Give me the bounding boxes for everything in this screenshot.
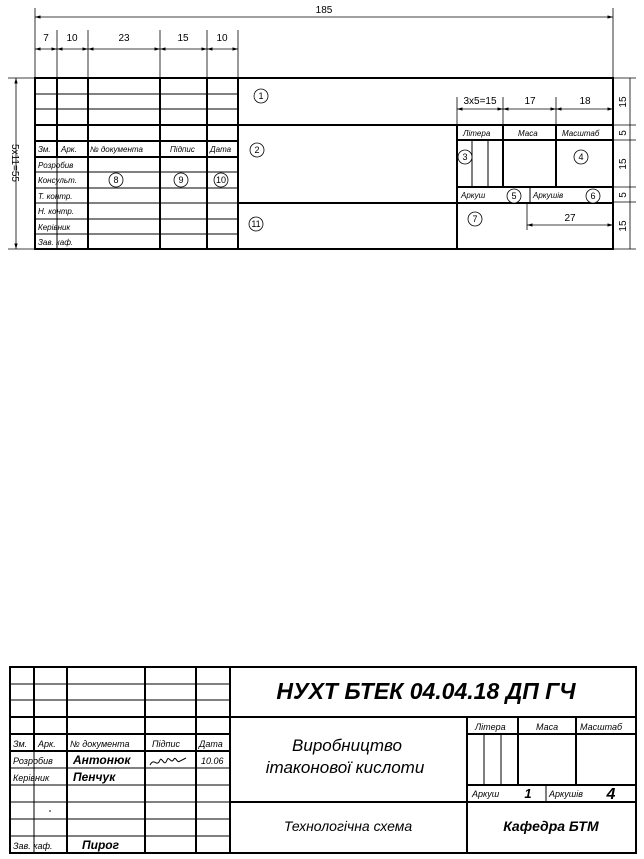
developer-date: 10.06 [201,756,224,766]
dim-right-15b: 15 [618,158,629,170]
svg-text:6: 6 [590,191,596,201]
filled-label-masa: Маса [536,722,559,732]
filled-label-kerivnyk: Керівник [13,773,50,783]
project-title-line2: ітаконової кислоти [265,758,425,777]
dim-23-label: 23 [118,33,130,44]
sheet-number: 1 [524,786,532,801]
dim-litera-label: 3x5=15 [463,96,497,107]
filled-label-zav-kaf: Зав. каф. [13,841,53,851]
svg-text:7: 7 [472,214,478,224]
svg-text:8: 8 [113,175,119,185]
dimension-litera-masa-scale [457,96,613,125]
dim-scale-label: 18 [579,96,591,107]
dim-masa-label: 17 [524,96,536,107]
marker-6 [586,189,600,203]
dim-7-label: 7 [43,33,49,44]
label-kerivnyk: Керівник [38,223,71,232]
dim-right-5b: 5 [618,192,629,198]
dim-10-label: 10 [66,33,78,44]
sheets-total: 4 [606,786,616,803]
marker-7 [468,212,482,226]
drawing-title: Технологічна схема [283,818,413,834]
label-arkushiv: Аркушів [533,191,564,200]
svg-text:5: 5 [511,191,517,201]
svg-text:9: 9 [178,175,184,185]
dim-15-label: 15 [177,33,189,44]
filled-label-zm: Зм. [13,739,28,749]
svg-text:10: 10 [215,175,227,185]
filled-label-rozrobyv: Розробив [13,756,53,766]
dimension-height [8,78,35,249]
label-data: Дата [210,145,232,154]
dim-right-15a: 15 [618,96,629,108]
marker-9 [174,173,188,187]
label-rozrobyv: Розробив [38,161,74,170]
filled-label-pidpys: Підпис [152,739,180,749]
label-litera: Літера [463,129,491,138]
filled-label-litera: Літера [475,722,506,732]
filled-label-ark: Арк. [38,739,56,749]
label-pidpys: Підпис [170,145,195,154]
doc-code: НУХТ БТЕК 04.04.18 ДП ГЧ [276,678,576,704]
label-arkush: Аркуш [461,191,486,200]
marker-11 [249,217,263,231]
project-title-line1: Виробництво [292,736,402,755]
filled-label-arkush: Аркуш [472,789,500,799]
developer-name: Антонюк [73,753,131,767]
dim-10b-label: 10 [216,33,228,44]
small-dot [49,810,51,812]
dim-185-label: 185 [315,5,333,16]
dimension-columns [35,30,238,78]
label-zav-kaf: Зав. каф. [38,238,74,247]
filled-label-arkushiv: Аркушів [549,789,583,799]
label-masa: Маса [518,129,538,138]
filled-label-data: Дата [199,739,223,749]
supervisor-name: Пенчук [73,770,116,784]
organization: Кафедра БТМ [503,818,599,834]
signature-mark [150,758,186,765]
label-t-kontr: Т. контр. [38,192,73,201]
title-block-template [8,5,636,249]
label-doc-no: № документа [90,145,143,154]
marker-4 [574,150,588,164]
svg-text:3: 3 [462,152,468,162]
dim-27-label: 27 [564,213,576,224]
title-block-filled [10,667,636,853]
marker-5 [507,189,521,203]
marker-10 [214,173,228,187]
svg-text:2: 2 [254,145,260,155]
label-zm: Зм. [38,145,51,154]
svg-text:4: 4 [578,152,584,162]
marker-1 [254,89,268,103]
label-n-kontr: Н. контр. [38,207,75,216]
marker-8 [109,173,123,187]
filled-label-doc-no: № документа [70,739,130,749]
dimension-right [613,78,636,249]
dim-right-5a: 5 [618,130,629,136]
filled-label-masshtab: Масштаб [580,722,623,732]
dim-55-label: 5x11=55 [9,144,20,182]
head-of-dept-name: Пирог [82,838,120,852]
marker-2 [250,143,264,157]
label-ark: Арк. [61,145,77,154]
label-konsult: Консульт. [38,176,77,185]
svg-text:1: 1 [258,91,264,101]
svg-text:11: 11 [251,219,261,229]
marker-3 [458,150,472,164]
label-masshtab: Масштаб [562,129,600,138]
dim-right-15c: 15 [618,220,629,232]
